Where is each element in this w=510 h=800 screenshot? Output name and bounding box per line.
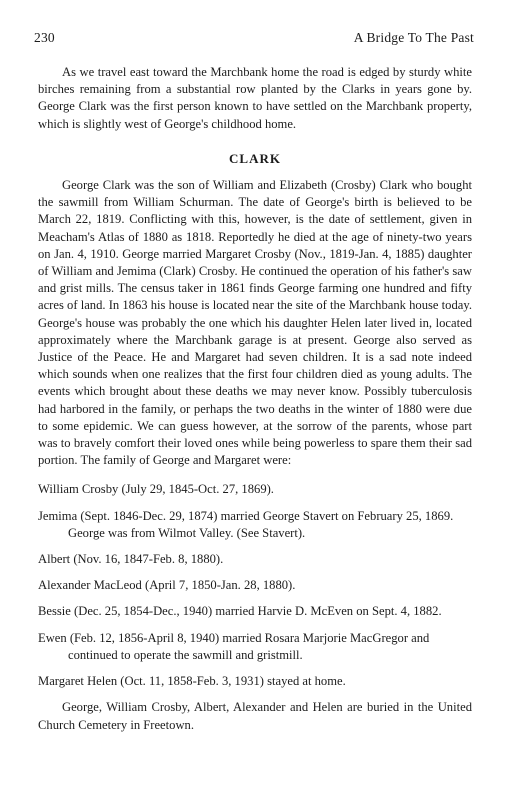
- section-heading: CLARK: [229, 150, 281, 166]
- running-header: [34, 30, 474, 46]
- intro-paragraph: As we travel east toward the Marchbank home the road is edged by sturdy white birches remaining from a substantial row planted by the Clarks in years gone by. George Clark was the first person known to have settled on the Marchbank property, which is slightly west of George's childhood home.: [38, 65, 472, 131]
- main-paragraph: George Clark was the son of William and Elizabeth (Crosby) Clark who bought the sawmill from William Schurman. The date of George's birth is believed to be March 22, 1819. Conflicting with this, however, is the date of settlement, given in Meacham's Atlas of 1880 as 1818. Reportedly he died at the age of ninety-two years on Jan. 4, 1910. George married Margaret Crosby (Nov., 1819-Jan. 4, 1885) daughter of William and Jemima (Clark) Crosby. He continued the operation of his father's saw and grist mills. The census taker in 1861 finds George farming one hundred and fifty acres of land. In 1863 his house is located near the site of the Marchbank house today. George's house was probably the one which his daughter Helen later lived in, located approximately where the Marchbank garage is at present. George also served as Justice of the Peace. He and Margaret had seven children. It is a sad note indeed which sounds when one realizes that the first four children died as young adults. The events which brought about these deaths we may never know. Possibly tuberculosis had harbored in the family, or perhaps the two deaths in the winter of 1880 were due to some epidemic. We can guess however, at the sorrow of the parents, whose part was to bravely comfort their loved ones while being powerless to spare them their sad portion. The family of George and Margaret were:: [38, 178, 472, 468]
- list-item: Jemima (Sept. 1846-Dec. 29, 1874) married George Stavert on February 25, 1869. George was from Wilmot Valley. (See Stavert).: [38, 508, 454, 540]
- list-item: Ewen (Feb. 12, 1856-April 8, 1940) married Rosara Marjorie MacGregor and continued to operate the sawmill and gristmill.: [38, 630, 430, 662]
- list-item: Margaret Helen (Oct. 11, 1858-Feb. 3, 1931) stayed at home.: [38, 674, 346, 689]
- list-item: Bessie (Dec. 25, 1854-Dec., 1940) married Harvie D. McEven on Sept. 4, 1882.: [38, 604, 442, 619]
- list-item: Alexander MacLeod (April 7, 1850-Jan. 28, 1880).: [38, 578, 296, 593]
- list-item: William Crosby (July 29, 1845-Oct. 27, 1869).: [38, 482, 274, 497]
- book-title: A Bridge To The Past: [353, 30, 474, 45]
- list-item: Albert (Nov. 16, 1847-Feb. 8, 1880).: [38, 552, 224, 567]
- closing-paragraph: George, William Crosby, Albert, Alexander and Helen are buried in the United Church Cemetery in Freetown.: [38, 700, 472, 732]
- children-list: [38, 481, 472, 690]
- page-number: 230: [34, 30, 55, 45]
- page-body: [38, 64, 472, 734]
